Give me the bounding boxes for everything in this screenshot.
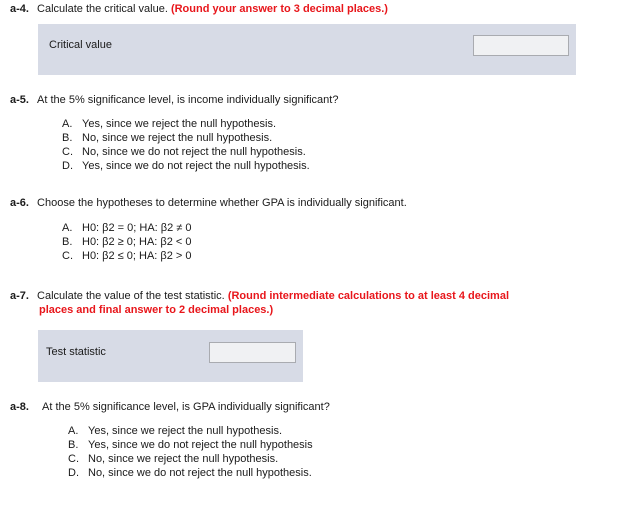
- option-text: No, since we do not reject the null hypothesis.: [82, 146, 306, 158]
- question-number: a-7.: [10, 290, 29, 302]
- option-letter: D.: [62, 160, 73, 172]
- answer-panel-critical-value: [38, 24, 576, 75]
- critical-value-label: Critical value: [49, 39, 112, 51]
- option-a8-c[interactable]: [68, 452, 278, 466]
- option-a6-b[interactable]: [62, 235, 192, 249]
- option-a5-d[interactable]: [62, 159, 310, 173]
- option-letter: A.: [62, 118, 73, 130]
- option-letter: C.: [62, 146, 73, 158]
- question-a6: [10, 196, 407, 210]
- option-a8-a[interactable]: [68, 424, 282, 438]
- test-statistic-input[interactable]: [209, 342, 296, 363]
- option-text: No, since we reject the null hypothesis.: [82, 132, 273, 144]
- option-letter: B.: [62, 132, 73, 144]
- question-a8: [10, 400, 330, 414]
- question-text: At the 5% significance level, is income individually significant?: [37, 94, 339, 106]
- option-text: H0: β2 ≥ 0; HA: β2 < 0: [82, 236, 192, 248]
- question-text: At the 5% significance level, is GPA individually significant?: [42, 401, 330, 413]
- rounding-note-continued: places and final answer to 2 decimal places.): [39, 304, 274, 316]
- option-a5-b[interactable]: [62, 131, 272, 145]
- option-letter: A.: [62, 222, 73, 234]
- question-number: a-5.: [10, 94, 29, 106]
- option-letter: C.: [62, 250, 73, 262]
- option-letter: B.: [68, 439, 79, 451]
- option-text: H0: β2 ≤ 0; HA: β2 > 0: [82, 250, 192, 262]
- option-a8-d[interactable]: [68, 466, 312, 480]
- question-text: Choose the hypotheses to determine whether GPA is individually significant.: [37, 197, 407, 209]
- option-letter: C.: [68, 453, 79, 465]
- option-a6-c[interactable]: [62, 249, 192, 263]
- question-text: Calculate the value of the test statistic.: [37, 290, 225, 302]
- question-number: a-4.: [10, 3, 29, 15]
- option-a6-a[interactable]: [62, 221, 192, 235]
- option-text: Yes, since we do not reject the null hypothesis: [88, 439, 313, 451]
- question-a4: [10, 2, 388, 16]
- question-a5: [10, 93, 338, 107]
- option-text: No, since we reject the null hypothesis.: [88, 453, 279, 465]
- answer-panel-test-statistic: [38, 330, 303, 382]
- rounding-note: (Round your answer to 3 decimal places.): [170, 3, 388, 15]
- question-a7: [10, 289, 509, 303]
- option-letter: B.: [62, 236, 73, 248]
- option-letter: D.: [68, 467, 79, 479]
- option-text: H0: β2 = 0; HA: β2 ≠ 0: [82, 222, 192, 234]
- test-statistic-label: Test statistic: [46, 346, 106, 358]
- option-text: Yes, since we reject the null hypothesis.: [88, 425, 283, 437]
- question-number: a-8.: [10, 401, 29, 413]
- question-text: Calculate the critical value.: [37, 3, 168, 15]
- option-letter: A.: [68, 425, 79, 437]
- option-text: Yes, since we reject the null hypothesis.: [82, 118, 277, 130]
- question-number: a-6.: [10, 197, 29, 209]
- rounding-note: (Round intermediate calculations to at least 4 decimal: [227, 290, 509, 302]
- option-a5-a[interactable]: [62, 117, 276, 131]
- option-a8-b[interactable]: [68, 438, 313, 452]
- option-text: Yes, since we do not reject the null hypothesis.: [82, 160, 310, 172]
- critical-value-input[interactable]: [473, 35, 569, 56]
- option-a5-c[interactable]: [62, 145, 306, 159]
- option-text: No, since we do not reject the null hypothesis.: [88, 467, 312, 479]
